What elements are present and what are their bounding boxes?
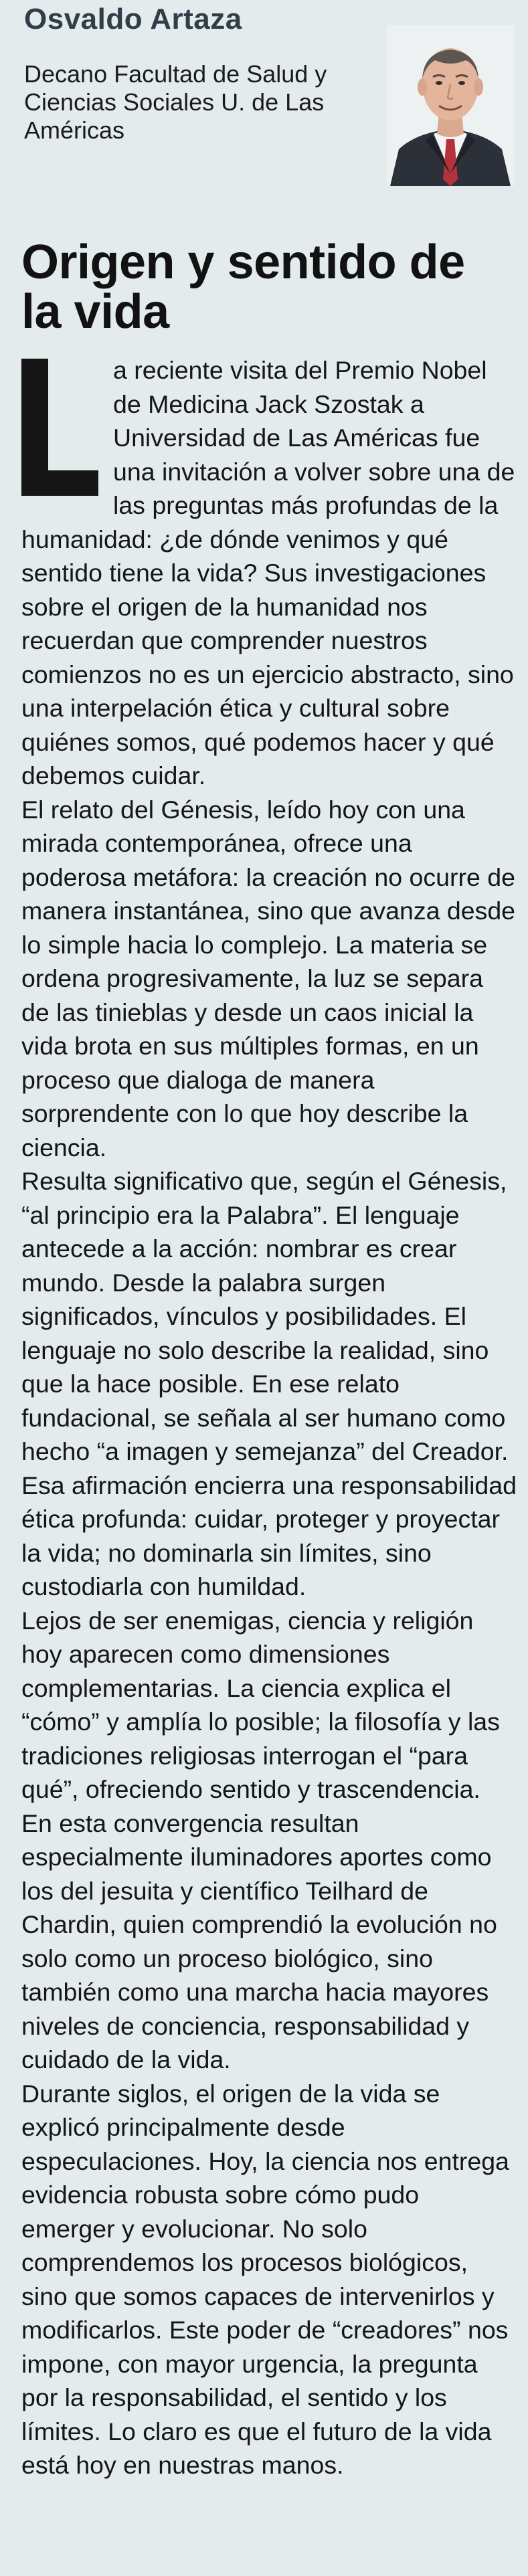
paragraph-4: Esa afirmación encierra una responsabilidad ética profunda: cuidar, proteger y proyectar la vida; no dominarla sin límites, sino custodiarla con humildad. bbox=[21, 1471, 517, 1600]
paragraph-2: El relato del Génesis, leído hoy con una mirada contemporánea, ofrece una poderosa metáfora: la creación no ocurre de manera instantánea, sino que avanza desde lo simple hacia lo complejo. La materia se ordena progresivamente, la luz se separa de las tinieblas y desde un caos inicial la vida brota en sus múltiples formas, en un proceso que dialoga de manera sorprendente con lo que hoy describe la ciencia. bbox=[21, 795, 516, 1162]
drop-cap-letter bbox=[21, 359, 98, 496]
author-header bbox=[12, 0, 521, 248]
article bbox=[12, 0, 521, 2576]
author-name: Osvaldo Artaza bbox=[24, 3, 242, 35]
paragraph-5: Lejos de ser enemigas, ciencia y religión hoy aparecen como dimensiones complementarias. La ciencia explica el “cómo” y amplía lo posible; la filosofía y las tradiciones religiosas interrogan el “para qué”, ofreciendo sentido y trascendencia. bbox=[21, 1606, 500, 1803]
paragraph-7: Durante siglos, el origen de la vida se explicó principalmente desde especulaciones. Hoy, la ciencia nos entrega evidencia robusta sobre cómo pudo emerger y evolucionar. No solo comprendemos los procesos biológicos, sino que somos capaces de intervenirlos y modificarlos. Este poder de “creadores” nos impone, con mayor urgencia, la pregunta por la responsabilidad, el sentido y los límites. Lo claro es que el futuro de la vida está hoy en nuestras manos. bbox=[21, 2079, 509, 2479]
paragraph-6: En esta convergencia resultan especialmente iluminadores aportes como los del jesuita y científico Teilhard de Chardin, quien comprendió la evolución no solo como un proceso biológico, sino también como una marcha hacia mayores niveles de conciencia, responsabilidad y cuidado de la vida. bbox=[21, 1809, 497, 2074]
author-role: Decano Facultad de Salud y Ciencias Sociales U. de Las Américas bbox=[24, 60, 327, 144]
author-photo bbox=[387, 25, 514, 186]
headline: Origen y sentido de la vida bbox=[21, 236, 465, 339]
paragraph-1-text: a reciente visita del Premio Nobel de Medicina Jack Szostak a Universidad de Las Américas fue una invitación a volver sobre una de las preguntas más profundas de la humanidad: ¿de dónde venimos y qué sentido tiene la vida? Sus investigaciones sobre el origen de la humanidad nos recuerdan que comprender nuestros comienzos no es un ejercicio abstracto, sino una interpelación ética y cultural sobre quiénes somos, qué podemos hacer y qué debemos cuidar. bbox=[21, 356, 515, 790]
paragraph-1 bbox=[21, 353, 517, 793]
paragraph-3: Resulta significativo que, según el Génesis, “al principio era la Palabra”. El lenguaje antecede a la acción: nombrar es crear mundo. Desde la palabra surgen significados, vínculos y posibilidades. El lenguaje no solo describe la realidad, sino que la hace posible. En ese relato fundacional, se señala al ser humano como hecho “a imagen y semejanza” del Creador. bbox=[21, 1167, 509, 1465]
article-body bbox=[21, 353, 517, 2482]
